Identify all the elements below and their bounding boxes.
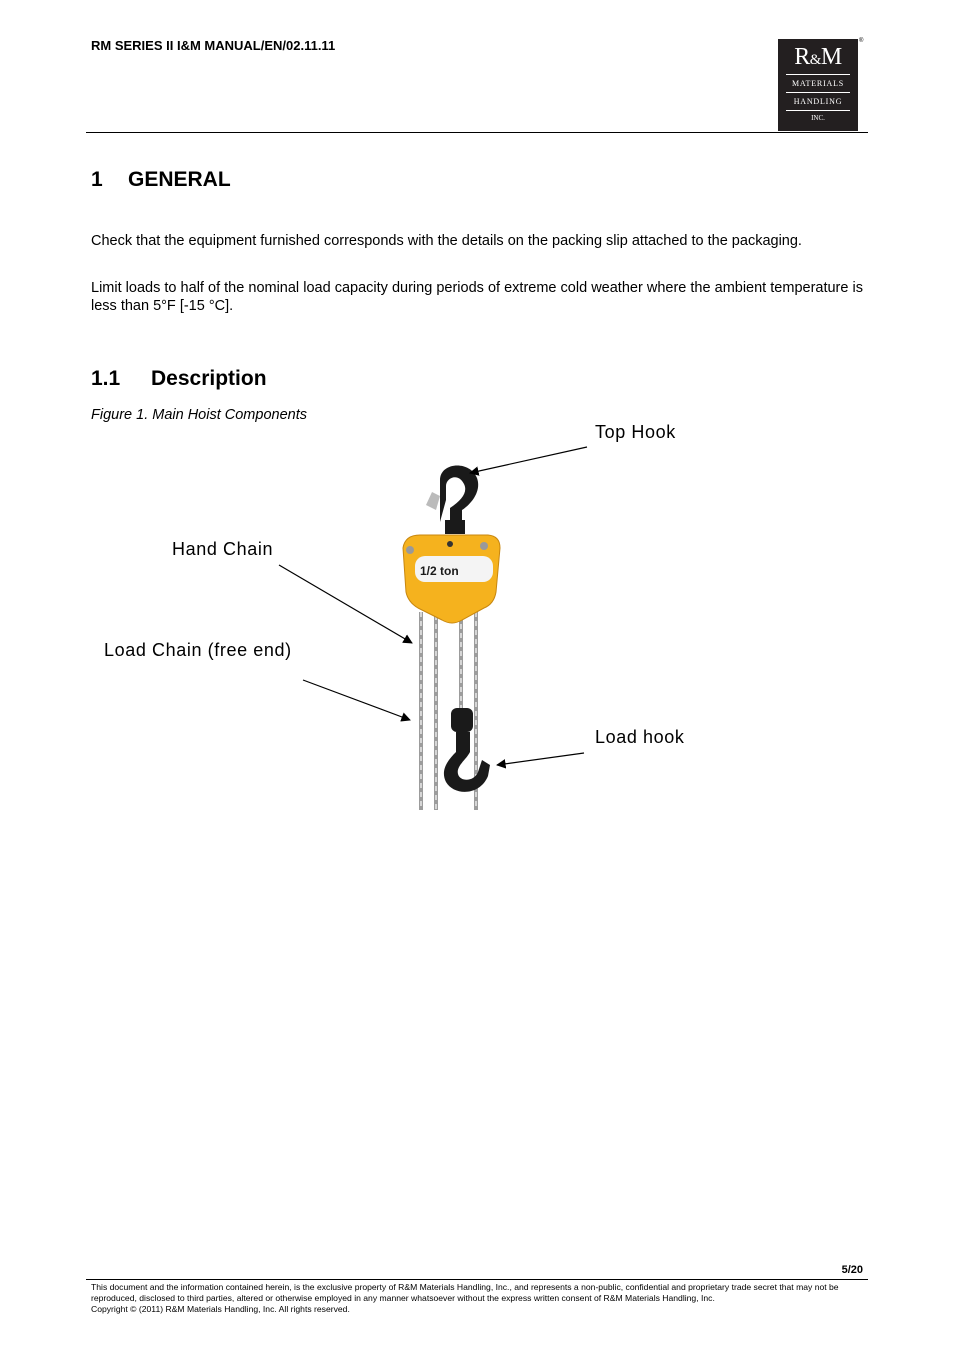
hoist-body xyxy=(403,535,500,623)
figure-caption: Figure 1. Main Hoist Components xyxy=(91,407,307,423)
top-hook-leader xyxy=(470,447,587,473)
confidentiality-notice: This document and the information contained herein, is the exclusive property of R&M Materials Handling, Inc., and represents a non-public, confidential and proprietary trade secret that may not be reproduced, disclosed to third parties, altered or otherwise employed in any manner whatsoever without the express written consent of R&M Materials Handling, Inc. xyxy=(91,1282,839,1303)
callout-hand-chain: Hand Chain xyxy=(172,539,274,559)
section-heading-general: 1 GENERAL xyxy=(91,168,231,191)
document-id: RM SERIES II I&M MANUAL/EN/02.11.11 xyxy=(91,38,336,53)
load-chain-leader xyxy=(303,680,410,720)
section-heading-description: 1.1 Description xyxy=(91,367,267,390)
paragraph-equipment-check: Check that the equipment furnished corresponds with the details on the packing slip attached to the packaging. xyxy=(91,233,802,249)
footer-divider xyxy=(86,1279,868,1280)
load-hook-leader xyxy=(497,753,584,765)
header-divider xyxy=(86,132,868,133)
company-logo: R&M MATERIALS HANDLING INC. xyxy=(778,39,858,131)
top-hook xyxy=(426,465,478,534)
load-hook xyxy=(444,708,490,792)
hoist-figure xyxy=(100,420,720,820)
footer-notice xyxy=(91,1282,866,1315)
registered-mark: ® xyxy=(859,38,864,44)
callout-top-hook: Top Hook xyxy=(595,422,676,442)
callout-load-hook: Load hook xyxy=(595,727,685,747)
copyright-notice: Copyright © (2011) R&M Materials Handling, Inc. All rights reserved. xyxy=(91,1304,350,1314)
hand-chain-leader xyxy=(279,565,412,643)
page-number: 5/20 xyxy=(841,1264,863,1276)
capacity-label: 1/2 ton xyxy=(420,564,459,578)
paragraph-load-limit: Limit loads to half of the nominal load capacity during periods of extreme cold weather where the ambient temperature is less than 5°F [-15 °C]. xyxy=(91,280,863,314)
callout-load-chain: Load Chain (free end) xyxy=(104,640,292,660)
